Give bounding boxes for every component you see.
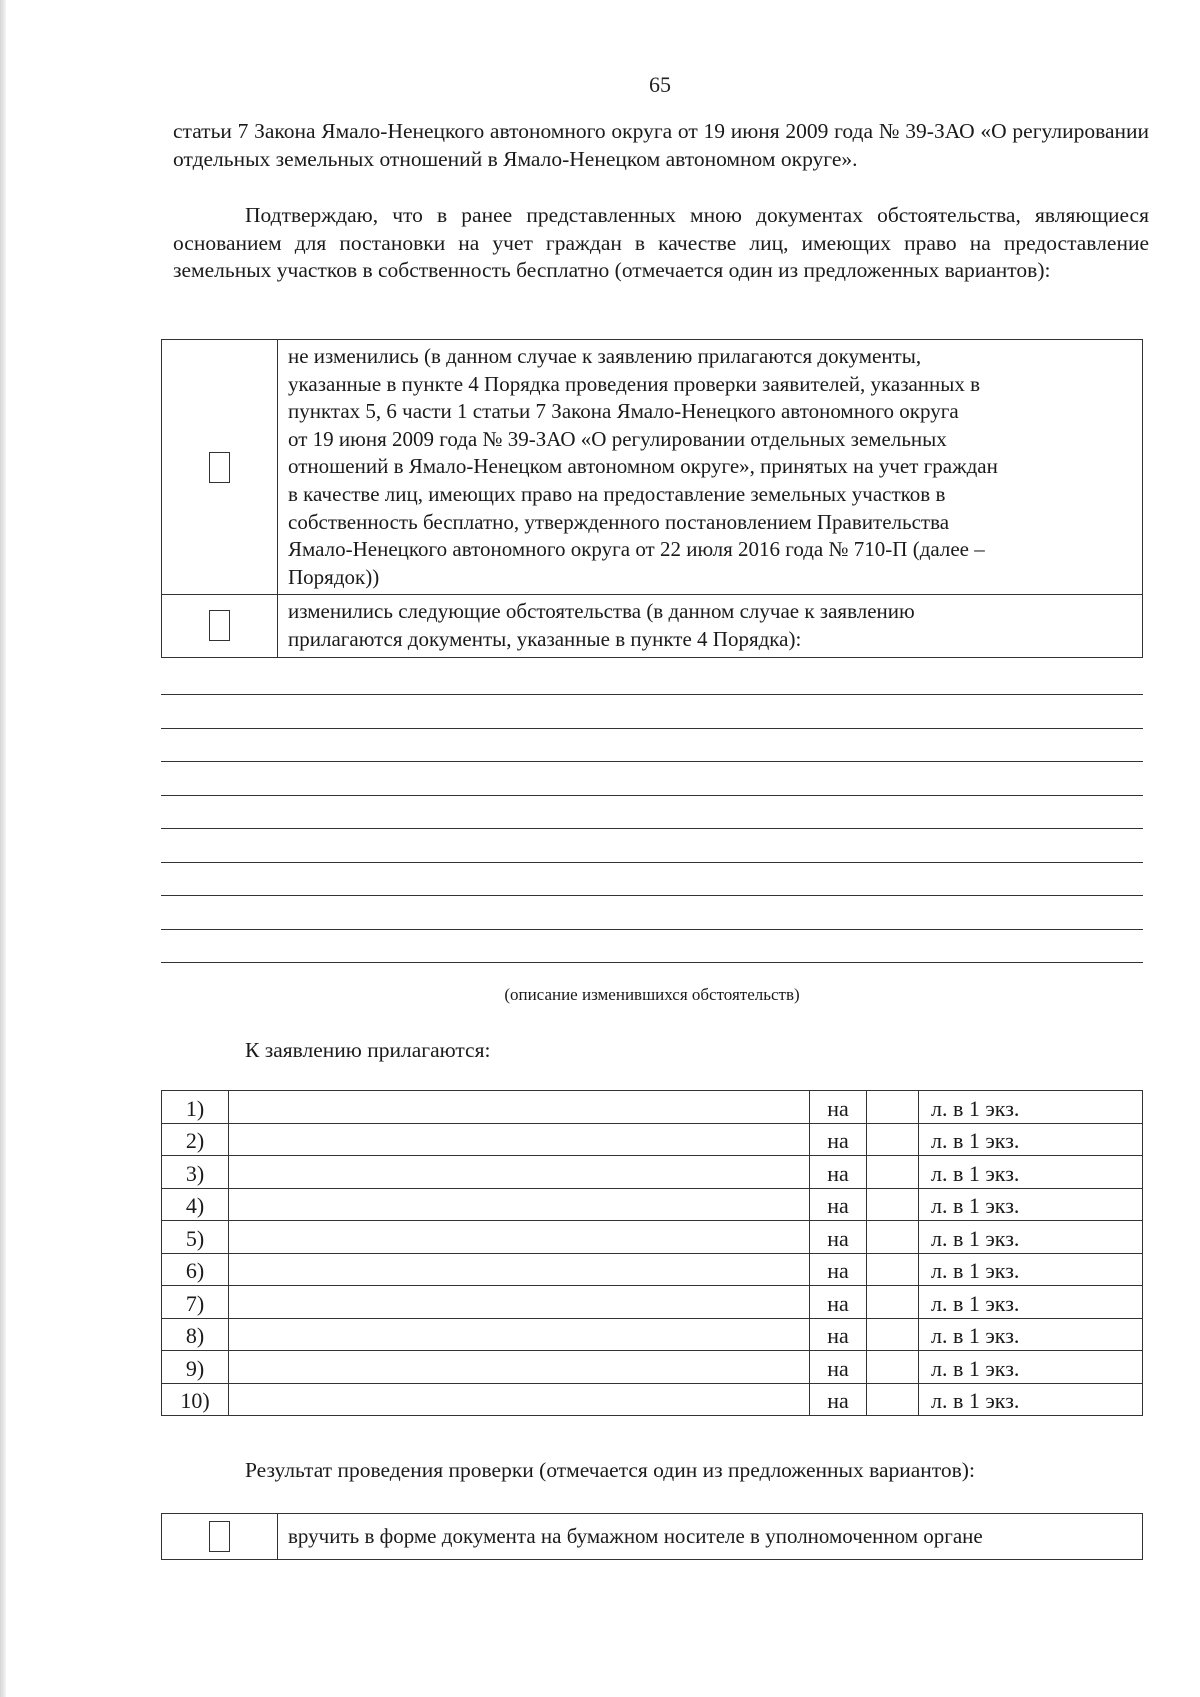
option-text-line: Порядок)) bbox=[288, 564, 380, 589]
option-text-line: от 19 июня 2009 года № 39-ЗАО «О регулировании отдельных земельных bbox=[288, 426, 947, 451]
attachment-na-label: на bbox=[810, 1286, 867, 1319]
attachment-number: 3) bbox=[162, 1156, 229, 1189]
option-unchanged-checkbox[interactable] bbox=[209, 452, 230, 483]
attachment-number: 9) bbox=[162, 1351, 229, 1384]
result-checkbox-cell bbox=[162, 1514, 278, 1560]
attachment-copies-label: л. в 1 экз. bbox=[919, 1351, 1143, 1384]
option-changed-checkbox[interactable] bbox=[209, 610, 230, 641]
attachment-row bbox=[162, 1156, 1143, 1189]
result-options-table bbox=[161, 1513, 1143, 1560]
attachment-number: 10) bbox=[162, 1383, 229, 1416]
attachment-number: 7) bbox=[162, 1286, 229, 1319]
attachment-document-field[interactable] bbox=[229, 1156, 810, 1189]
page-number: 65 bbox=[649, 72, 671, 97]
attachment-document-field[interactable] bbox=[229, 1091, 810, 1124]
attachment-pages-field[interactable] bbox=[867, 1318, 919, 1351]
intro-paragraph: статьи 7 Закона Ямало-Ненецкого автономного округа от 19 июня 2009 года № 39-ЗАО «О регулировании отдельных земельных отношений в Ямало-Ненецком автономном округе». bbox=[173, 119, 1149, 171]
attachment-row bbox=[162, 1318, 1143, 1351]
description-lines bbox=[161, 694, 1143, 996]
option-text-line: не изменились (в данном случае к заявлению прилагаются документы, bbox=[288, 344, 922, 368]
description-line[interactable] bbox=[161, 828, 1143, 829]
attachment-document-field[interactable] bbox=[229, 1351, 810, 1384]
option-checkbox-cell bbox=[162, 595, 278, 657]
attachment-pages-field[interactable] bbox=[867, 1383, 919, 1416]
attachment-row bbox=[162, 1286, 1143, 1319]
result-heading: Результат проведения проверки (отмечается один из предложенных вариантов): bbox=[245, 1458, 975, 1482]
attachment-copies-label: л. в 1 экз. bbox=[919, 1318, 1143, 1351]
attachment-na-label: на bbox=[810, 1253, 867, 1286]
attachment-pages-field[interactable] bbox=[867, 1253, 919, 1286]
attachment-row bbox=[162, 1091, 1143, 1124]
attachment-number: 1) bbox=[162, 1091, 229, 1124]
option-text-line: прилагаются документы, указанные в пункте 4 Порядка): bbox=[288, 626, 802, 651]
attachment-na-label: на bbox=[810, 1188, 867, 1221]
result-paper-checkbox[interactable] bbox=[209, 1521, 230, 1552]
option-row-changed bbox=[162, 595, 1143, 657]
attachment-row bbox=[162, 1221, 1143, 1254]
attachment-row bbox=[162, 1123, 1143, 1156]
attachment-document-field[interactable] bbox=[229, 1383, 810, 1416]
attachments-table bbox=[161, 1090, 1143, 1416]
attachment-na-label: на bbox=[810, 1383, 867, 1416]
attachment-na-label: на bbox=[810, 1123, 867, 1156]
attachment-pages-field[interactable] bbox=[867, 1221, 919, 1254]
attachment-document-field[interactable] bbox=[229, 1286, 810, 1319]
attachment-pages-field[interactable] bbox=[867, 1351, 919, 1384]
attachment-document-field[interactable] bbox=[229, 1221, 810, 1254]
description-line[interactable] bbox=[161, 728, 1143, 729]
attachment-document-field[interactable] bbox=[229, 1123, 810, 1156]
attachment-pages-field[interactable] bbox=[867, 1188, 919, 1221]
attachment-na-label: на bbox=[810, 1318, 867, 1351]
description-line[interactable] bbox=[161, 929, 1143, 930]
circumstances-options-table bbox=[161, 339, 1143, 658]
attachment-copies-label: л. в 1 экз. bbox=[919, 1253, 1143, 1286]
description-line[interactable] bbox=[161, 895, 1143, 896]
attachment-row bbox=[162, 1383, 1143, 1416]
attachment-pages-field[interactable] bbox=[867, 1091, 919, 1124]
confirm-paragraph: Подтверждаю, что в ранее представленных мною документах обстоятельства, являющиеся основанием для постановки на учет граждан в качестве лиц, имеющих право на предоставление земельных участков в собственность бесплатно (отмечается один из предложенных вариантов): bbox=[173, 203, 1149, 282]
option-text-line: в качестве лиц, имеющих право на предоставление земельных участков в bbox=[288, 481, 946, 506]
description-line[interactable] bbox=[161, 795, 1143, 796]
attachment-copies-label: л. в 1 экз. bbox=[919, 1221, 1143, 1254]
attachment-copies-label: л. в 1 экз. bbox=[919, 1156, 1143, 1189]
attachment-copies-label: л. в 1 экз. bbox=[919, 1091, 1143, 1124]
result-option-row bbox=[162, 1514, 1143, 1560]
attachment-pages-field[interactable] bbox=[867, 1156, 919, 1189]
attachment-document-field[interactable] bbox=[229, 1318, 810, 1351]
attachment-document-field[interactable] bbox=[229, 1253, 810, 1286]
option-text-line: указанные в пункте 4 Порядка проведения проверки заявителей, указанных в bbox=[288, 371, 981, 396]
attachment-number: 6) bbox=[162, 1253, 229, 1286]
attachment-na-label: на bbox=[810, 1351, 867, 1384]
attachment-copies-label: л. в 1 экз. bbox=[919, 1286, 1143, 1319]
attachment-na-label: на bbox=[810, 1091, 867, 1124]
description-line[interactable] bbox=[161, 962, 1143, 963]
option-text-line: пунктах 5, 6 части 1 статьи 7 Закона Ямало-Ненецкого автономного округа bbox=[288, 399, 959, 424]
result-option-text: вручить в форме документа на бумажном носителе в уполномоченном органе bbox=[278, 1514, 1143, 1560]
description-line[interactable] bbox=[161, 694, 1143, 695]
option-text-line: собственность бесплатно, утвержденного постановлением Правительства bbox=[288, 509, 950, 534]
scan-left-edge bbox=[0, 0, 6, 1697]
description-caption: (описание изменившихся обстоятельств) bbox=[504, 985, 800, 1004]
option-changed-text bbox=[278, 595, 1143, 657]
attachment-row bbox=[162, 1188, 1143, 1221]
option-text-line: Ямало-Ненецкого автономного округа от 22 июля 2016 года № 710-П (далее – bbox=[288, 537, 985, 562]
attachment-row bbox=[162, 1351, 1143, 1384]
option-unchanged-text bbox=[278, 340, 1143, 595]
attachment-na-label: на bbox=[810, 1221, 867, 1254]
attachment-number: 5) bbox=[162, 1221, 229, 1254]
attachment-na-label: на bbox=[810, 1156, 867, 1189]
option-text-line: изменились следующие обстоятельства (в данном случае к заявлению bbox=[288, 599, 915, 624]
attachment-number: 8) bbox=[162, 1318, 229, 1351]
attachment-document-field[interactable] bbox=[229, 1188, 810, 1221]
attachment-row bbox=[162, 1253, 1143, 1286]
attachment-number: 4) bbox=[162, 1188, 229, 1221]
option-checkbox-cell bbox=[162, 340, 278, 595]
attachment-copies-label: л. в 1 экз. bbox=[919, 1188, 1143, 1221]
description-line[interactable] bbox=[161, 862, 1143, 863]
attachments-heading: К заявлению прилагаются: bbox=[245, 1038, 491, 1062]
attachment-copies-label: л. в 1 экз. bbox=[919, 1383, 1143, 1416]
attachment-copies-label: л. в 1 экз. bbox=[919, 1123, 1143, 1156]
option-text-line: отношений в Ямало-Ненецком автономном округе», принятых на учет граждан bbox=[288, 454, 998, 479]
option-row-unchanged bbox=[162, 340, 1143, 595]
attachment-number: 2) bbox=[162, 1123, 229, 1156]
description-line[interactable] bbox=[161, 761, 1143, 762]
attachment-pages-field[interactable] bbox=[867, 1123, 919, 1156]
attachment-pages-field[interactable] bbox=[867, 1286, 919, 1319]
